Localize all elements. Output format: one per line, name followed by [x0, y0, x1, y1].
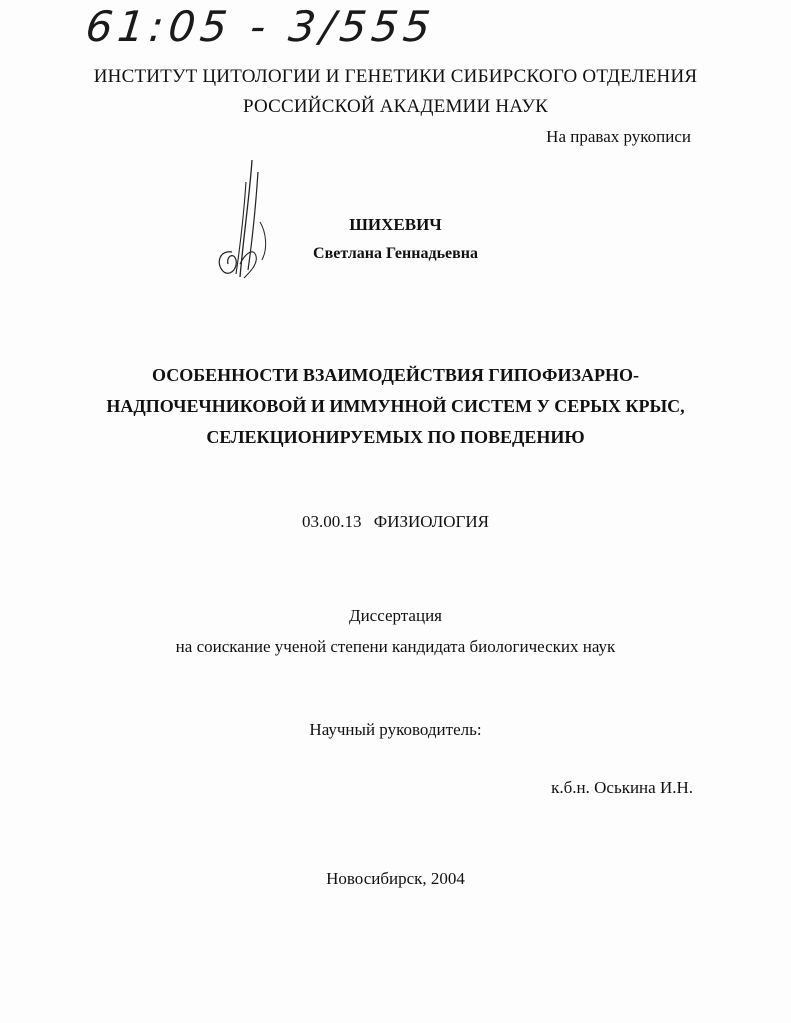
- city-year: Новосибирск, 2004: [326, 869, 465, 888]
- archive-code-part2: 3/555: [286, 2, 438, 51]
- specialty: [0, 512, 791, 532]
- specialty-code: 03.00.13: [302, 512, 362, 531]
- thesis-title-line-2: НАДПОЧЕЧНИКОВОЙ И ИММУННОЙ СИСТЕМ У СЕРЫХ КРЫС,: [106, 396, 685, 416]
- institute-name: [0, 62, 791, 122]
- thesis-title-line-3: СЕЛЕКЦИОНИРУЕМЫХ ПО ПОВЕДЕНИЮ: [206, 427, 585, 447]
- specialty-name: ФИЗИОЛОГИЯ: [373, 512, 489, 531]
- supervisor-name: к.б.н. Оськина И.Н.: [551, 778, 693, 797]
- author-given-names: Светлана Геннадьевна: [313, 245, 478, 262]
- author-surname: ШИХЕВИЧ: [349, 215, 442, 234]
- thesis-title-line-1: ОСОБЕННОСТИ ВЗАИМОДЕЙСТВИЯ ГИПОФИЗАРНО-: [152, 365, 639, 385]
- supervisor-label: Научный руководитель:: [309, 720, 482, 739]
- degree-line: на соискание ученой степени кандидата биологических наук: [175, 637, 616, 656]
- handwritten-archive-number: [83, 2, 437, 51]
- institute-line-2: РОССИЙСКОЙ АКАДЕМИИ НАУК: [242, 96, 549, 117]
- rights-note: На правах рукописи: [546, 127, 691, 146]
- institute-line-1: ИНСТИТУТ ЦИТОЛОГИИ И ГЕНЕТИКИ СИБИРСКОГО ОТДЕЛЕНИЯ: [93, 66, 698, 87]
- archive-code-part1: 61:05: [83, 2, 235, 51]
- work-type: Диссертация: [348, 606, 442, 625]
- work-description: [0, 600, 791, 662]
- archive-code-separator: -: [247, 2, 292, 51]
- thesis-title: [0, 360, 791, 453]
